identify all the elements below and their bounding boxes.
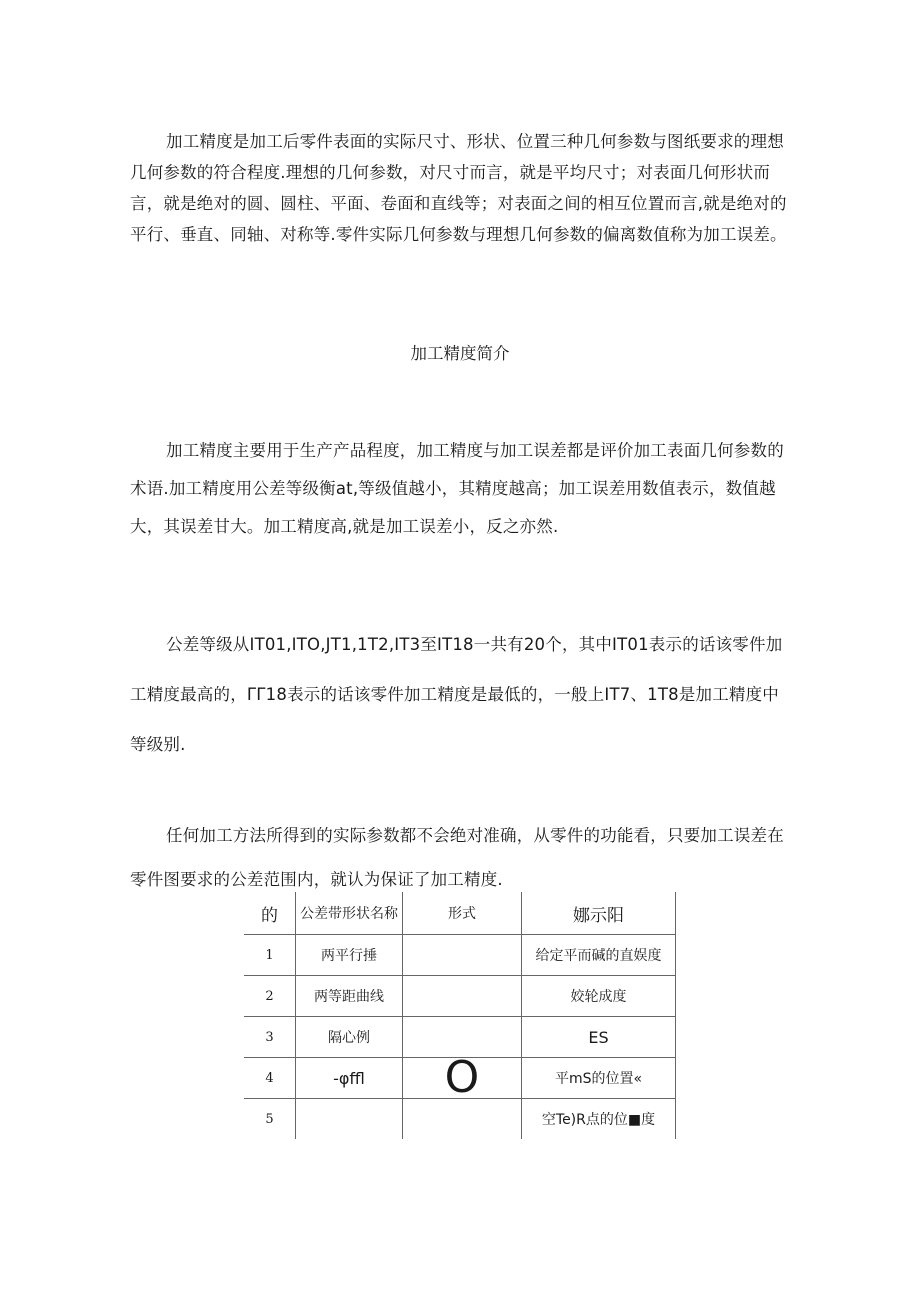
- row-zone-name: -φffl: [296, 1058, 403, 1099]
- table-row: [244, 935, 676, 976]
- row-index: 3: [244, 1017, 296, 1058]
- row-index: 1: [244, 935, 296, 976]
- header-form: 形式: [403, 892, 522, 935]
- row-form: [403, 1099, 522, 1140]
- row-description: 空Te)R点的位■度: [522, 1099, 676, 1140]
- row-form: [403, 935, 522, 976]
- table-row: [244, 1058, 676, 1099]
- row-form: [403, 1017, 522, 1058]
- paragraph-grades: 公差等级从IT01,ITO,JT1,1T2,IT3至IT18一共有20个，其中IT01表示的话该零件加工精度最高的，ΓΓ18表示的话该零件加工精度是最低的，一般上IT7、1T8是加工精度中等级别.: [130, 635, 783, 754]
- row-form: [403, 1058, 522, 1099]
- table-row: [244, 976, 676, 1017]
- row-index: 2: [244, 976, 296, 1017]
- table-header-row: [244, 892, 676, 935]
- tolerance-zone-table: [244, 892, 676, 1139]
- table-row: [244, 1017, 676, 1058]
- row-description: ES: [522, 1017, 676, 1058]
- row-zone-name: 两等距曲线: [296, 976, 403, 1017]
- row-form: [403, 976, 522, 1017]
- paragraph-usage: 加工精度主要用于生产产品程度，加工精度与加工误差都是评价加工表面几何参数的术语.加工精度用公差等级衡at,等级值越小，其精度越高；加工误差用数值表示，数值越大，其误差甘大。加工精度高,就是加工误差小，反之亦然.: [130, 441, 784, 536]
- row-description: 平mS的位置«: [522, 1058, 676, 1099]
- paragraph-definition: 加工精度是加工后零件表面的实际尺寸、形状、位置三种几何参数与图纸要求的理想几何参数的符合程度.理想的几何参数，对尺寸而言，就是平均尺寸；对表面几何形状而言，就是绝对的圆、圆柱、平面、卷面和直线等；对表面之间的相互位置而言,就是绝对的平行、垂直、同轴、对称等.零件实际几何参数与理想几何参数的偏离数值称为加工误差。: [130, 132, 787, 244]
- table-row: [244, 1099, 676, 1140]
- row-index: 5: [244, 1099, 296, 1140]
- row-zone-name: 隔心例: [296, 1017, 403, 1058]
- row-zone-name: 两平行捶: [296, 935, 403, 976]
- row-description: 姣轮成度: [522, 976, 676, 1017]
- row-zone-name: [296, 1099, 403, 1140]
- circle-symbol-icon: O: [444, 1058, 480, 1098]
- header-description: 娜示阳: [522, 892, 676, 935]
- row-index: 4: [244, 1058, 296, 1099]
- header-zone-name: 公差带形状名称: [296, 892, 403, 935]
- section-heading: 加工精度简介: [410, 344, 510, 363]
- row-description: 给定平而碱的直娱度: [522, 935, 676, 976]
- paragraph-tolerance: 任何加工方法所得到的实际参数都不会绝对准确，从零件的功能看，只要加工误差在零件图要求的公差范围内，就认为保证了加工精度.: [130, 826, 784, 889]
- header-index: 的: [244, 892, 296, 935]
